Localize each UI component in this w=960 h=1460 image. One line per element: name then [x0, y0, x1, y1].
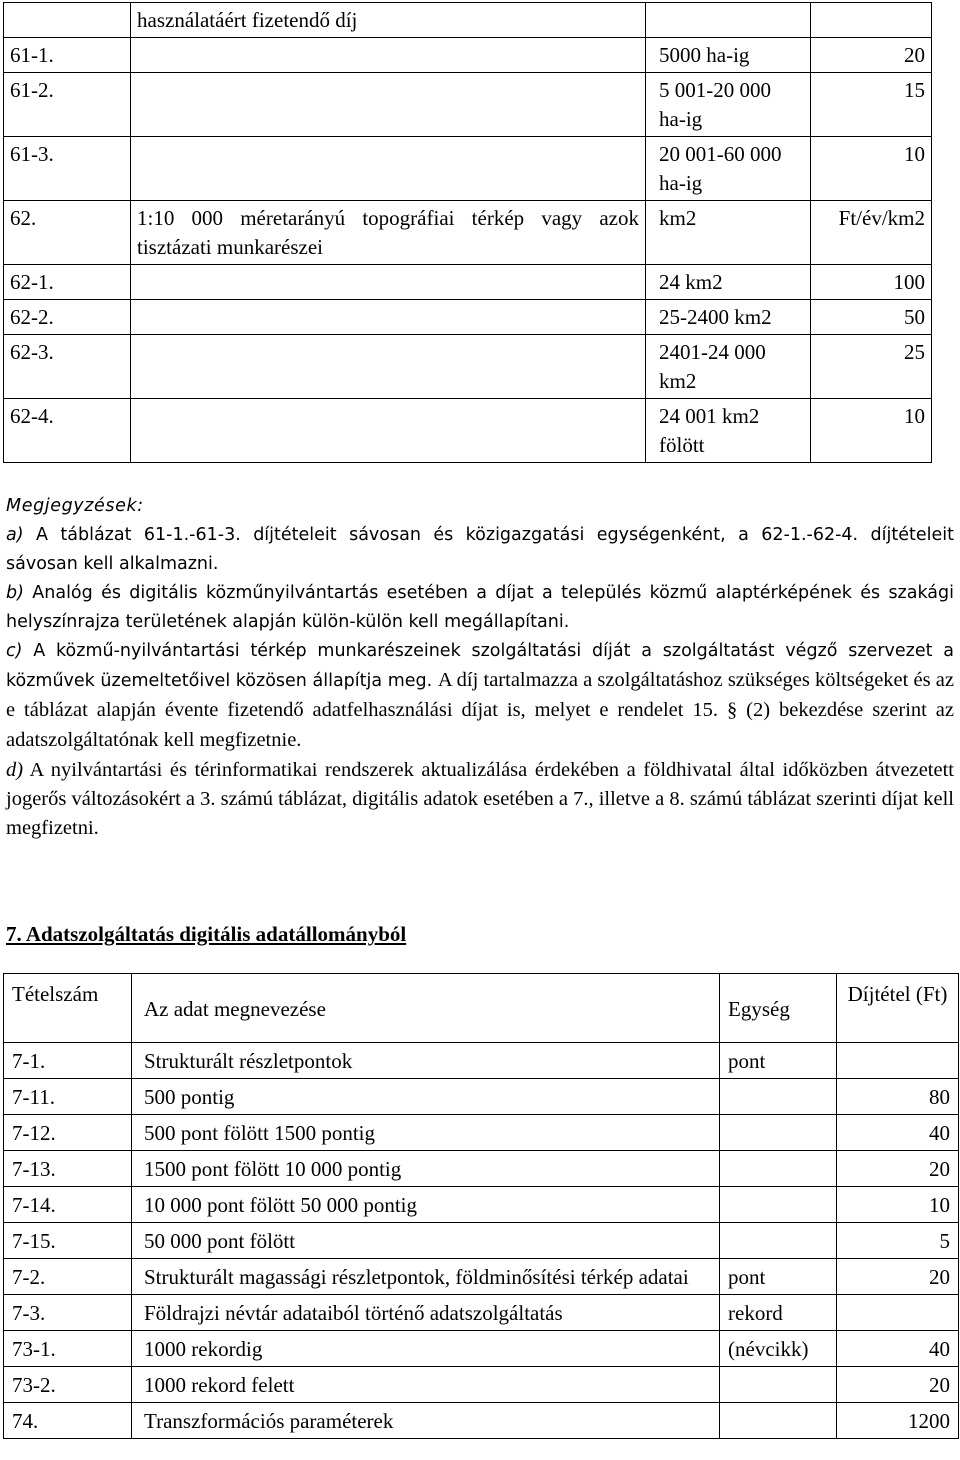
item-price: 20	[837, 1367, 959, 1403]
item-number: 7-15.	[4, 1223, 132, 1259]
item-description	[131, 38, 646, 73]
item-number: 7-2.	[4, 1259, 132, 1295]
note-d-label: d)	[6, 759, 24, 781]
item-name: Strukturált magassági részletpontok, földminősítési térkép adatai	[132, 1259, 720, 1295]
item-name: Strukturált részletpontok	[132, 1043, 720, 1079]
item-price	[837, 1043, 959, 1079]
item-unit	[720, 1367, 837, 1403]
item-price: 20	[837, 1151, 959, 1187]
table-row	[4, 1367, 959, 1403]
header-unit: Egység	[720, 974, 837, 1043]
item-price: 20	[837, 1259, 959, 1295]
item-name: Földrajzi névtár adataiból történő adatszolgáltatás	[132, 1295, 720, 1331]
item-unit	[720, 1403, 837, 1439]
item-description	[131, 300, 646, 335]
note-d	[6, 756, 954, 843]
item-price: 10	[837, 1187, 959, 1223]
notes-section	[6, 492, 954, 843]
item-number	[4, 3, 131, 38]
item-price: 80	[837, 1079, 959, 1115]
table-row	[4, 1403, 959, 1439]
item-price: 5	[837, 1223, 959, 1259]
item-price-unit: Ft/év/km2	[811, 201, 932, 265]
item-range: 24 km2	[646, 265, 811, 300]
item-number: 73-1.	[4, 1331, 132, 1367]
item-name: Transzformációs paraméterek	[132, 1403, 720, 1439]
item-name: 500 pontig	[132, 1079, 720, 1115]
note-b	[6, 579, 954, 637]
item-range: 25-2400 km2	[646, 300, 811, 335]
item-unit: rekord	[720, 1295, 837, 1331]
item-number: 7-13.	[4, 1151, 132, 1187]
item-price: 50	[811, 300, 932, 335]
note-d-text: A nyilvántartási és térinformatikai rendszerek aktualizálása érdekében a földhivatal által időközben átvezetett jogerős változásokért a 3. számú táblázat, digitális adatok esetében a 7., illetve a 8. számú táblázat szerinti díjat kell megfizetni.	[6, 759, 954, 839]
item-number: 74.	[4, 1403, 132, 1439]
item-number: 7-3.	[4, 1295, 132, 1331]
note-c-label: c)	[6, 641, 23, 661]
item-range: 2401-24 000 km2	[646, 335, 811, 399]
item-number: 7-14.	[4, 1187, 132, 1223]
item-price: 100	[811, 265, 932, 300]
table-row	[4, 1187, 959, 1223]
item-range: 24 001 km2 fölött	[646, 399, 811, 463]
item-number: 61-1.	[4, 38, 131, 73]
item-description	[131, 399, 646, 463]
item-number: 62-2.	[4, 300, 131, 335]
note-c-text-2: A díj tartalmazza a szolgáltatáshoz szükséges költségeket és az e táblázat alapján évente fizetendő adatfelhasználási díjat is, melyet e rendelet 15. § (2) bekezdése szerint az adatszolgáltatónak kell megfizetnie.	[6, 669, 954, 751]
item-range: 5000 ha-ig	[646, 38, 811, 73]
note-a	[6, 521, 954, 579]
item-number: 61-3.	[4, 137, 131, 201]
item-description	[131, 73, 646, 137]
item-description: használatáért fizetendő díj	[131, 3, 646, 38]
item-unit	[720, 1151, 837, 1187]
item-unit: (névcikk)	[720, 1331, 837, 1367]
item-description	[131, 265, 646, 300]
item-description	[131, 335, 646, 399]
table-row	[4, 201, 932, 265]
item-number: 7-12.	[4, 1115, 132, 1151]
item-unit: pont	[720, 1043, 837, 1079]
note-b-label: b)	[6, 583, 24, 603]
item-description: 1:10 000 méretarányú topográfiai térkép vagy azok tisztázati munkarészei	[131, 201, 646, 265]
item-name: 1000 rekordig	[132, 1331, 720, 1367]
table-row	[4, 1223, 959, 1259]
item-number: 62-3.	[4, 335, 131, 399]
table-row	[4, 1259, 959, 1295]
item-name: 1000 rekord felett	[132, 1367, 720, 1403]
note-c-text: A közmű-nyilvántartási térkép munkarészeinek szolgáltatási díját a szolgáltatást végző szervezet a közművek üzemeltetőivel közösen állapítja meg.	[6, 641, 954, 691]
item-name: 10 000 pont fölött 50 000 pontig	[132, 1187, 720, 1223]
item-range	[646, 3, 811, 38]
item-price	[811, 3, 932, 38]
table-row	[4, 73, 932, 137]
header-item-name: Az adat megnevezése	[132, 974, 720, 1043]
fee-table-digital	[3, 973, 959, 1439]
item-price: 40	[837, 1115, 959, 1151]
table-row	[4, 300, 932, 335]
fee-table-topographic	[3, 2, 932, 463]
item-price: 20	[811, 38, 932, 73]
table-row	[4, 1079, 959, 1115]
item-range: 5 001-20 000 ha-ig	[646, 73, 811, 137]
item-number: 61-2.	[4, 73, 131, 137]
item-unit	[720, 1079, 837, 1115]
item-price: 15	[811, 73, 932, 137]
header-price: Díjtétel (Ft)	[837, 974, 959, 1043]
item-number: 7-1.	[4, 1043, 132, 1079]
item-unit: km2	[646, 201, 811, 265]
table-header-row	[4, 974, 959, 1043]
item-range: 20 001-60 000 ha-ig	[646, 137, 811, 201]
item-price	[837, 1295, 959, 1331]
item-price: 1200	[837, 1403, 959, 1439]
header-item-number: Tételszám	[4, 974, 132, 1043]
item-name: 1500 pont fölött 10 000 pontig	[132, 1151, 720, 1187]
table-row	[4, 335, 932, 399]
table-row	[4, 399, 932, 463]
item-number: 73-2.	[4, 1367, 132, 1403]
item-name: 500 pont fölött 1500 pontig	[132, 1115, 720, 1151]
table-row	[4, 1151, 959, 1187]
note-b-text: Analóg és digitális közműnyilvántartás esetében a díjat a település közmű alaptérképének és szakági helyszínrajza területének alapján külön-külön kell megállapítani.	[6, 583, 954, 632]
section-title: 7. Adatszolgáltatás digitális adatállományból	[6, 922, 407, 946]
item-unit	[720, 1223, 837, 1259]
item-number: 62-1.	[4, 265, 131, 300]
table-row	[4, 38, 932, 73]
item-unit: pont	[720, 1259, 837, 1295]
table-row	[4, 1331, 959, 1367]
item-name: 50 000 pont fölött	[132, 1223, 720, 1259]
item-description	[131, 137, 646, 201]
item-number: 62.	[4, 201, 131, 265]
item-price: 40	[837, 1331, 959, 1367]
item-number: 62-4.	[4, 399, 131, 463]
item-price: 10	[811, 137, 932, 201]
item-price: 25	[811, 335, 932, 399]
table-row	[4, 3, 932, 38]
table-row	[4, 137, 932, 201]
table-row	[4, 265, 932, 300]
item-number: 7-11.	[4, 1079, 132, 1115]
notes-heading: Megjegyzések:	[6, 496, 144, 516]
note-a-text: A táblázat 61-1.-61-3. díjtételeit sávosan és közigazgatási egységenként, a 62-1.-62-4. díjtételeit sávosan kell alkalmazni.	[6, 525, 954, 574]
item-unit	[720, 1115, 837, 1151]
item-unit	[720, 1187, 837, 1223]
table-row	[4, 1043, 959, 1079]
table-row	[4, 1295, 959, 1331]
item-price: 10	[811, 399, 932, 463]
note-c	[6, 637, 954, 756]
note-a-label: a)	[6, 525, 24, 545]
table-row	[4, 1115, 959, 1151]
